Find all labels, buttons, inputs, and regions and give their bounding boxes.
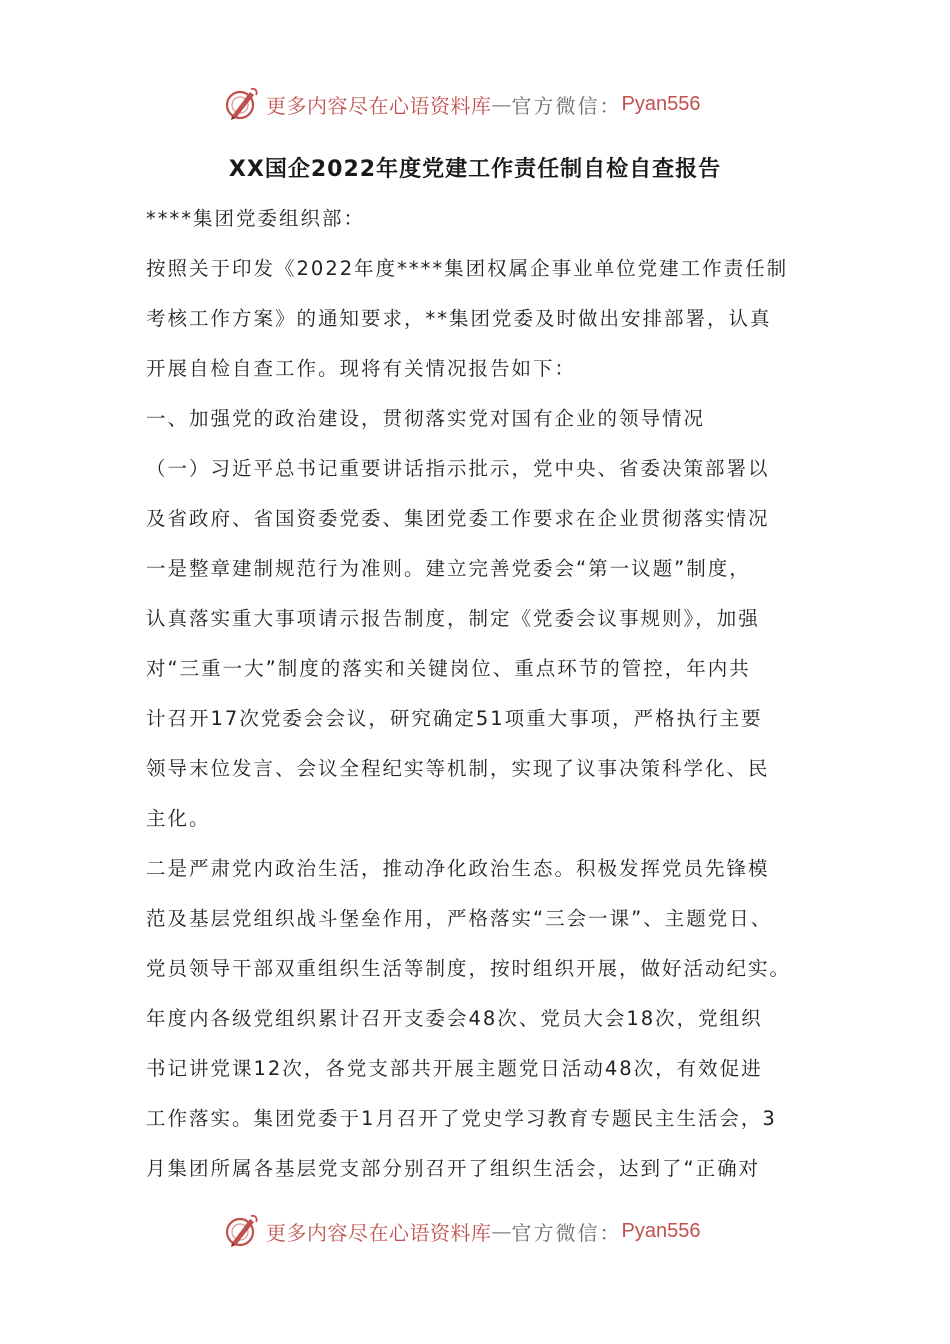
text-line: 对“三重一大”制度的落实和关键岗位、重点环节的管控，年内共 <box>146 657 751 680</box>
document-body <box>146 194 826 1194</box>
text-line: 考核工作方案》的通知要求，**集团党委及时做出安排部署，认真 <box>146 307 772 330</box>
text-line: 书记讲党课12次，各党支部共开展主题党日活动48次，有效促进 <box>146 1057 763 1080</box>
text-line: 主化。 <box>146 807 211 830</box>
pen-logo-icon <box>224 1213 260 1249</box>
text-line: 工作落实。集团党委于1月召开了党史学习教育专题民主生活会，3 <box>146 1107 777 1130</box>
watermark-header <box>224 84 700 124</box>
text-line: 月集团所属各基层党支部分别召开了组织生活会，达到了“正确对 <box>146 1157 761 1180</box>
watermark-label: 官方微信： <box>511 93 622 118</box>
text-line: 认真落实重大事项请示报告制度，制定《党委会议事规则》，加强 <box>146 607 760 630</box>
watermark-label: 官方微信： <box>511 1220 622 1245</box>
watermark-dash: — <box>491 92 512 116</box>
watermark-footer <box>224 1211 700 1251</box>
watermark-text: 更多内容尽在心语资料库 <box>266 93 492 118</box>
text-line: 党员领导干部双重组织生活等制度，按时组织开展，做好活动纪实。 <box>146 957 792 980</box>
watermark-text: 更多内容尽在心语资料库 <box>266 1220 492 1245</box>
watermark-wechat-id: Pyan556 <box>621 92 701 115</box>
text-line: 二是严肃党内政治生活，推动净化政治生态。积极发挥党员先锋模 <box>146 857 770 880</box>
text-line: 年度内各级党组织累计召开支委会48次、党员大会18次，党组织 <box>146 1007 763 1030</box>
text-line: 范及基层党组织战斗堡垒作用，严格落实“三会一课”、主题党日、 <box>146 907 773 930</box>
subsection-heading: （一）习近平总书记重要讲话指示批示，党中央、省委决策部署以 <box>146 457 770 480</box>
text-line: 计召开17次党委会会议，研究确定51项重大事项，严格执行主要 <box>146 707 763 730</box>
subsection-heading: 及省政府、省国资委党委、集团党委工作要求在企业贯彻落实情况 <box>146 507 770 530</box>
document-title: XX国企2022年度党建工作责任制自检自查报告 <box>228 157 722 182</box>
watermark-dash: — <box>491 1219 512 1243</box>
text-line: 领导末位发言、会议全程纪实等机制，实现了议事决策科学化、民 <box>146 757 770 780</box>
watermark-wechat-id: Pyan556 <box>621 1219 701 1242</box>
text-line: 按照关于印发《2022年度****集团权属企事业单位党建工作责任制 <box>146 257 789 280</box>
text-line: ****集团党委组织部： <box>146 207 366 230</box>
text-line: 一是整章建制规范行为准则。建立完善党委会“第一议题”制度， <box>146 557 751 580</box>
text-line: 开展自检自查工作。现将有关情况报告如下： <box>146 357 577 380</box>
pen-logo-icon <box>224 86 260 122</box>
section-heading: 一、加强党的政治建设，贯彻落实党对国有企业的领导情况 <box>146 407 706 430</box>
